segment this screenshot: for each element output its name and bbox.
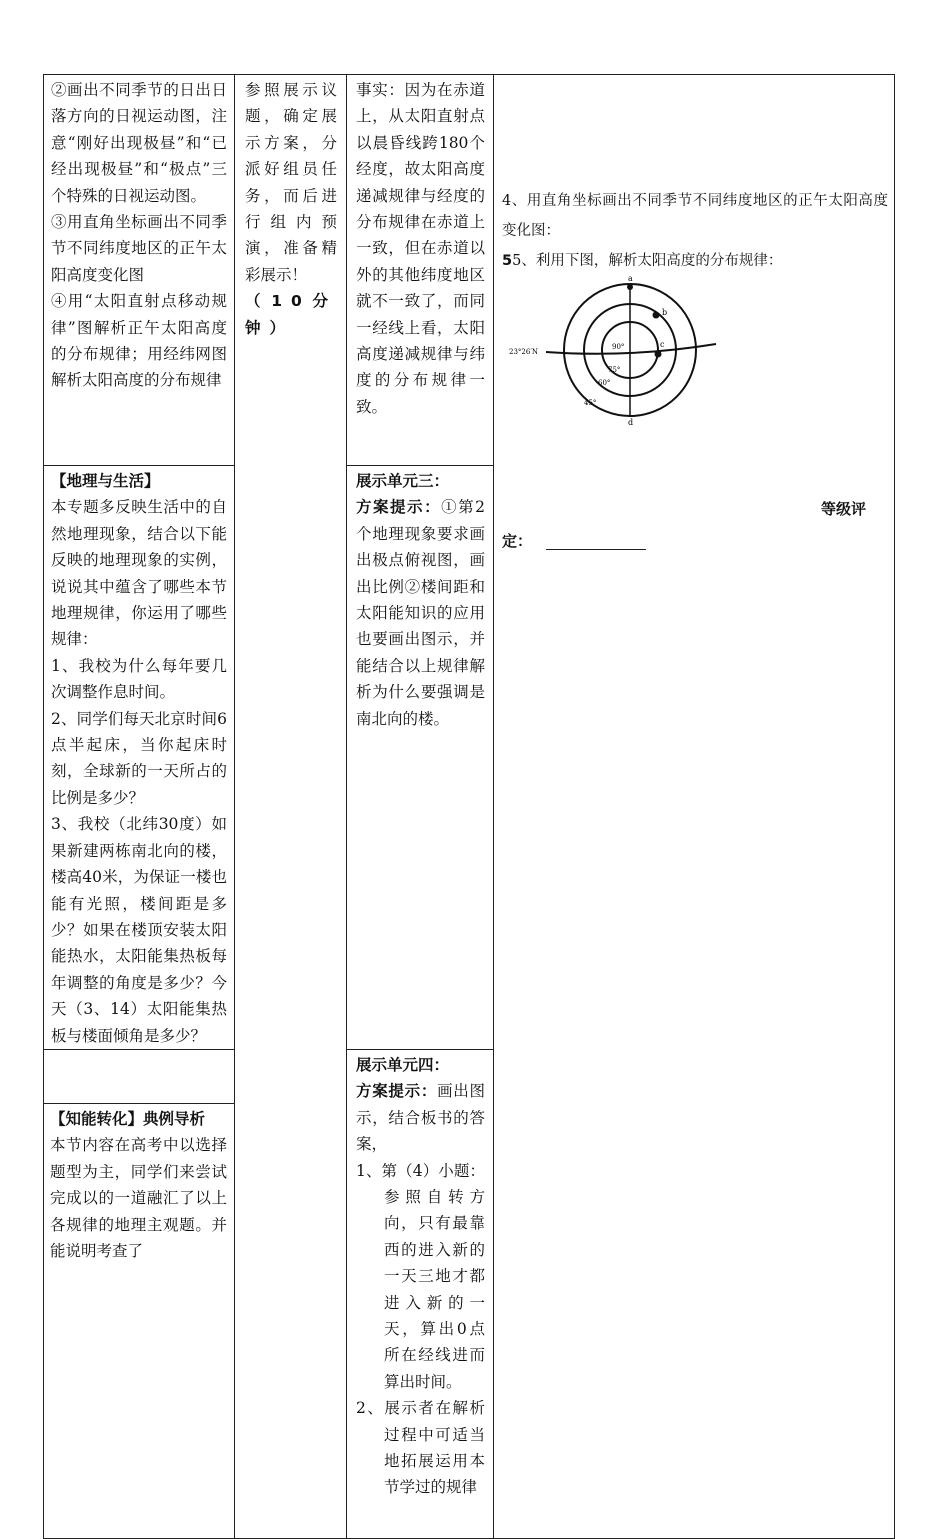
col1-para: 本专题多反映生活中的自然地理现象，结合以下能反映的地理现象的实例，说说其中蕴含了哪些本节地理规律，你运用了哪些规律：: [51, 498, 227, 649]
grade-row: [502, 530, 646, 551]
col2-time: （10分钟）: [245, 292, 337, 337]
point-a: [627, 284, 633, 290]
task-5-text: 5、利用下图，解析太阳高度的分布规律：: [512, 253, 783, 269]
col1-para: ③用直角坐标画出不同季节不同纬度地区的正午太阳高度变化图: [51, 213, 227, 284]
lesson-table: [43, 74, 895, 1539]
unit-4-item: 2、展示者在解析过程中可适当地拓展运用本节学过的规律: [356, 1399, 485, 1497]
col3-para: 事实：因为在赤道上，从太阳直射点以晨昏线跨180个经度，故太阳高度递减规律与经度的分布规律在赤道上一致，但在赤道以外的其他纬度地区就不一致了，而同一经线上看，太阳高度递减规律与纬度的分布规律一致。: [356, 81, 485, 416]
task-4: 4、用直角坐标画出不同季节不同纬度地区的正午太阳高度变化图：: [502, 193, 888, 239]
col1-para: 3、我校（北纬30度）如果新建两栋南北向的楼，楼高40米，为保证一楼也能有光照，楼间距是多少？如果在楼顶安装太阳能热水，太阳能集热板每年调整的角度是多少？今天（3、14）太阳能集热板与楼面倾角是多少？: [51, 815, 227, 1045]
col3-row2-cell: [347, 466, 494, 1050]
label-60: 60°: [598, 379, 611, 387]
grade-label-b: 定：: [502, 532, 533, 550]
label-75: 75°: [608, 366, 621, 374]
col1-para: ②画出不同季节的日出日落方向的日视运动图，注意“刚好出现极昼”和“已经出现极昼”和“极点”三个特殊的日视运动图。: [51, 81, 227, 205]
col1-row1-cell: [44, 75, 235, 466]
section-title-life: 【地理与生活】: [51, 472, 160, 490]
sun-altitude-diagram: [508, 274, 738, 442]
unit-4-text: 画出图示，结合板书的答案，: [356, 1082, 485, 1154]
col2-cell: [235, 75, 347, 1539]
lesson-plan-page: [43, 74, 894, 1497]
point-c: [655, 351, 662, 358]
col1-para: 本节内容在高考中以选择题型为主，同学们来尝试完成以的一道融汇了以上各规律的地理主观题。并能说明考查了: [50, 1136, 227, 1261]
unit-3-text: ①第2个地理现象要求画出极点俯视图，画出比例②楼间距和太阳能知识的应用也要画出图示，并能结合以上规律解析为什么要强调是南北向的楼。: [356, 498, 485, 728]
col3-row3-cell: [347, 1049, 494, 1538]
label-90: 90°: [612, 343, 625, 351]
col1-row2-cell: [44, 466, 235, 1050]
col1-para: 1、我校为什么每年要几次调整作息时间。: [51, 656, 227, 702]
section-title-transfer-rest: 典例导析: [143, 1110, 206, 1128]
unit-4-title: 展示单元四：: [356, 1055, 450, 1074]
col2-para: 参照展示议题，确定展示方案，分派好组员任务，而后进行组内预演，准备精彩展示！: [245, 81, 337, 284]
col1-section-transfer: [43, 1103, 234, 1266]
grade-label-a: 等级评: [821, 500, 867, 518]
label-c: c: [660, 340, 665, 349]
label-b: b: [662, 308, 668, 317]
hint-label: 方案提示：: [356, 498, 442, 517]
col1-para: ④用“太阳直射点移动规律”图解析正午太阳高度的分布规律；用经纬网图解析太阳高度的分布规律: [51, 292, 227, 390]
unit-3-title: 展示单元三：: [356, 472, 450, 490]
col1-para: 2、同学们每天北京时间6点半起床，当你起床时刻，全球新的一天所占的比例是多少？: [51, 709, 227, 807]
col3-row1-cell: [347, 75, 494, 466]
section-title-transfer: 【知能转化】: [50, 1110, 144, 1128]
point-b: [653, 312, 660, 319]
unit-4-item: 1、第（4）小题：参照自转方向，只有最靠西的进入新的一天三地才都进入新的一天，算出0点所在经线进而算出时间。: [356, 1161, 485, 1391]
label-latitude: 23°26′N: [509, 348, 539, 356]
task-5: 55、利用下图，解析太阳高度的分布规律：: [502, 253, 783, 269]
hint-label: 方案提示：: [356, 1082, 438, 1101]
col4-cell: [494, 75, 895, 1539]
grade-blank[interactable]: [546, 535, 646, 550]
label-45: 45°: [584, 399, 597, 407]
tropic-line: [546, 344, 716, 354]
label-d: d: [628, 418, 634, 427]
label-a: a: [628, 274, 633, 283]
